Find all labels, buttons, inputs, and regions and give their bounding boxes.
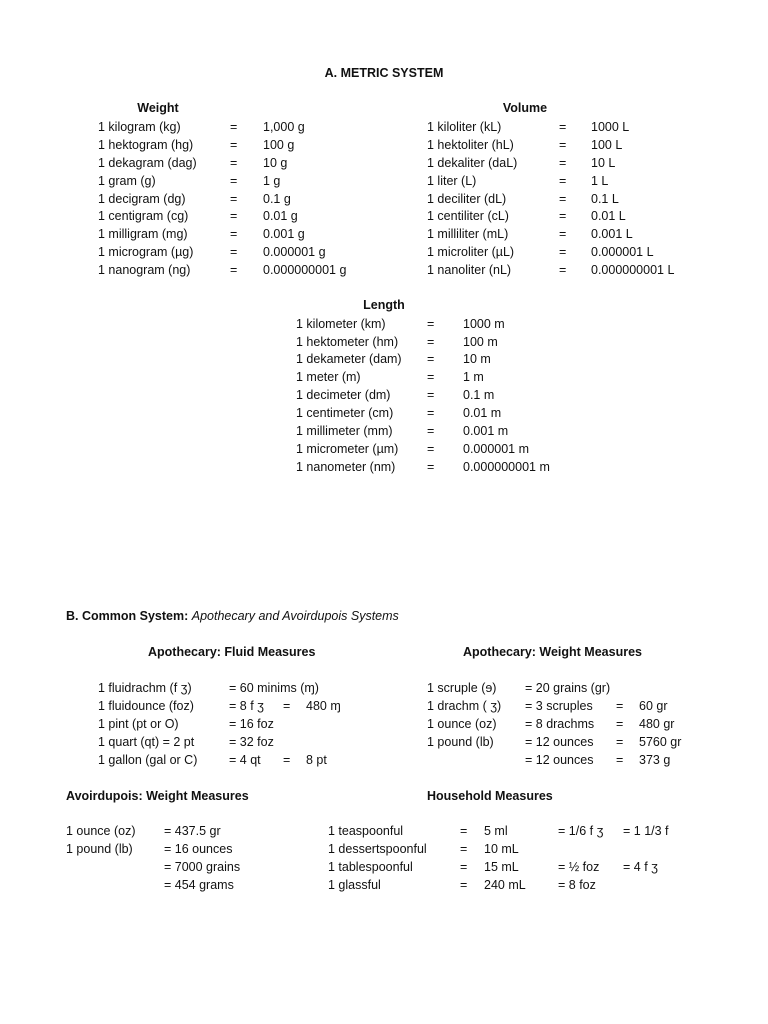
page: A. METRIC SYSTEM Weight 1 kilogram (kg) = 1,000 g 1 hektogram (hg) = 100 g 1 dekagram (dag) = 10 g 1 gram (g) = 1 g 1 decigram (dg) = 0.1 g 1 centigram (cg) = 0.01 g 1 milligram (mg) = 0.001 g 1 microgram (µg) = 0.000001 g 1 nanogram (ng) = 0.000000001 g Volume 1 kiloliter (kL) = 1000 L 1 hektoliter (hL) = 100 L 1 dekaliter (daL) = 10 L 1 liter (L) = 1 L 1 deciliter (dL) = 0.1 L 1 centiliter (cL) = 0.01 L 1 milliliter (mL) = 0.001 L 1 microliter (µL) = 0.000001 L 1 nanoliter (nL) = 0.000000001 L Length 1 kilometer (km) = 1000 m 1 hektometer (hm) = 100 m 1 dekameter (dam) = 10 m 1 meter (m) = 1 m 1 decimeter (dm) = 0.1 m 1 centimeter (cm) = 0.01 m 1 millimeter (mm) = 0.001 m 1 micrometer (µm) = 0.000001 m 1 nanometer (nm) = 0.000000001 m B. Common System: Apothecary and Avoirdupois Systems Apothecary: Fluid Measures 1 fluidrachm (f ʒ) = 60 minims (ɱ) 1 fluidounce (foz) = 8 f ʒ = 480 ɱ 1 pint (pt or O) = 16 foz 1 quart (qt) = 2 pt = 32 foz 1 gallon (gal or C) = 4 qt = 8 pt Apothecary: Weight Measures 1 scruple (ɘ) = 20 grains (gr) 1 drachm ( ʒ) = 3 scruples = 60 gr 1 ounce (oz) = 8 drachms = 480 gr 1 pound (lb) = 12 ounces = 5760 gr = 12 ounces = 373 g Avoirdupois: Weight Measures 1 ounce (oz) = 437.5 gr 1 pound (lb) = 16 ounces = 7000 grains = 454 grams Household Measures 1 teaspoonful = 5 ml = 1/6 f ʒ = 1 1/3 f 1 dessertspoonful = 10 mL 1 tablespoonful = 15 mL = ½ foz = 4 f ʒ 1 glassful = 240 mL = 8 foz	[0, 0, 768, 1024]
length-heading: Length	[363, 298, 405, 312]
avoir-heading: Avoirdupois: Weight Measures	[66, 789, 249, 803]
common-title-bold: B. Common System:	[66, 609, 189, 623]
metric-title: A. METRIC SYSTEM	[324, 66, 444, 80]
apoth-fluid-heading: Apothecary: Fluid Measures	[148, 645, 316, 659]
volume-heading: Volume	[502, 101, 548, 115]
apoth-weight-heading: Apothecary: Weight Measures	[463, 645, 642, 659]
household-heading: Household Measures	[427, 789, 553, 803]
common-title	[66, 609, 399, 623]
common-title-italic: Apothecary and Avoirdupois Systems	[191, 609, 399, 623]
weight-heading: Weight	[137, 101, 179, 115]
